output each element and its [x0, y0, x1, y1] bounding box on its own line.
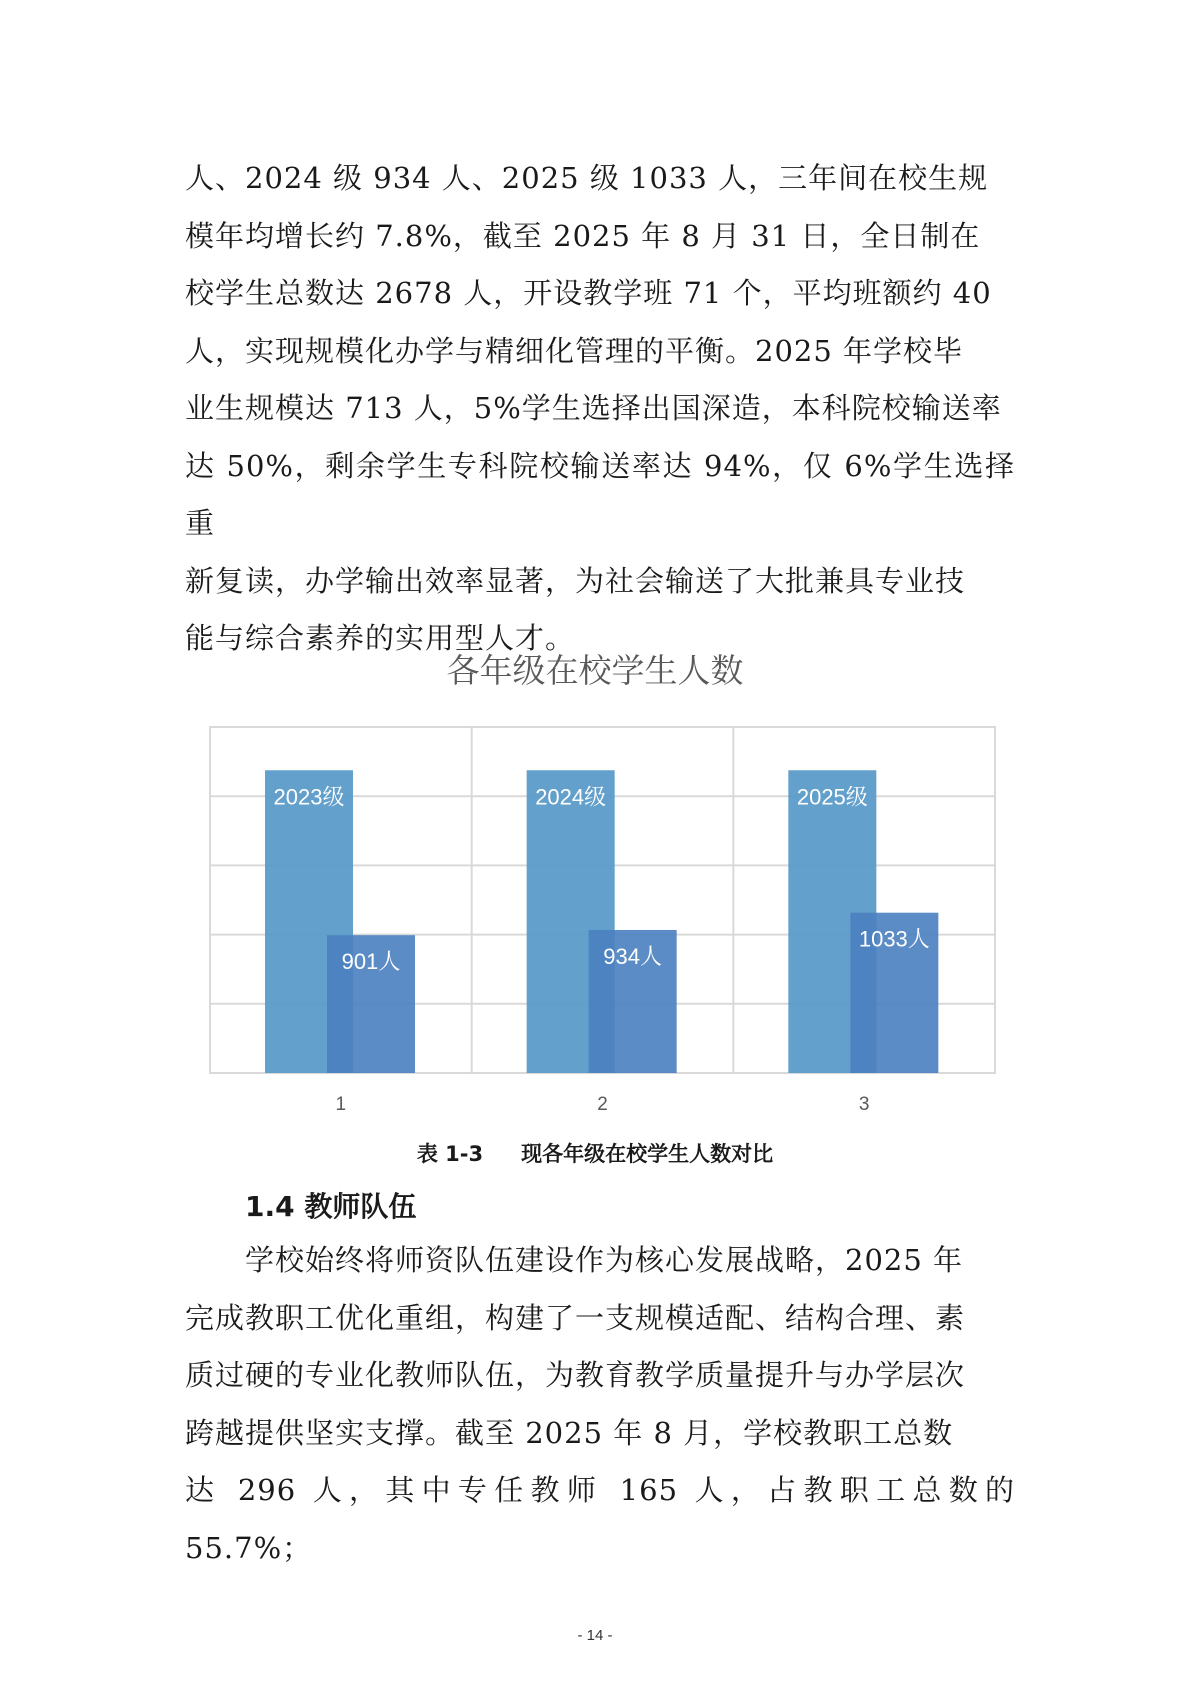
- x-tick-label: 3: [858, 1094, 870, 1115]
- text-line: 达 50%，剩余学生专科院校输送率达 94%，仅 6%学生选择重: [185, 448, 1015, 540]
- text-line: 质过硬的专业化教师队伍，为教育教学质量提升与办学层次: [185, 1358, 966, 1392]
- x-tick-label: 2: [597, 1094, 608, 1115]
- bar-chart: [200, 715, 1000, 1125]
- page-number: - 14 -: [577, 1627, 613, 1644]
- text-line: 人，实现规模化办学与精细化管理的平衡。2025 年学校毕: [185, 333, 964, 368]
- data-label: 934人: [603, 943, 663, 969]
- data-label: 1033人: [858, 926, 930, 952]
- data-label: 2025级: [796, 784, 868, 810]
- data-label: 2023级: [273, 784, 345, 810]
- body-paragraph: [185, 150, 1015, 668]
- text-line: 学校始终将师资队伍建设作为核心发展战略，2025 年: [245, 1243, 964, 1277]
- data-label: 2024级: [535, 784, 607, 810]
- caption-number: 表 1-3: [416, 1142, 484, 1166]
- chart-title: 各年级在校学生人数: [446, 651, 744, 690]
- text-line: 模年均增长约 7.8%，截至 2025 年 8 月 31 日，全日制在: [185, 218, 981, 253]
- text-line: 达 296 人，其中专任教师 165 人，占教职工总数的 55.7%；: [185, 1473, 1015, 1565]
- section-heading: 1.4 教师队伍: [245, 1190, 417, 1223]
- caption-text: 现各年级在校学生人数对比: [521, 1142, 774, 1166]
- text-line: 校学生总数达 2678 人，开设教学班 71 个，平均班额约 40: [185, 276, 992, 310]
- text-line: 能与综合素养的实用型人才。: [185, 621, 576, 655]
- text-line: 人、2024 级 934 人、2025 级 1033 人，三年间在校生规: [185, 161, 989, 195]
- text-line: 跨越提供坚实支撑。截至 2025 年 8 月，学校教职工总数: [185, 1415, 954, 1450]
- text-line: 完成教职工优化重组，构建了一支规模适配、结构合理、素: [185, 1300, 966, 1335]
- text-line: 新复读，办学输出效率显著，为社会输送了大批兼具专业技: [185, 563, 966, 598]
- text-line: 业生规模达 713 人，5%学生选择出国深造，本科院校输送率: [185, 391, 1002, 425]
- table-caption: [0, 1138, 1190, 1168]
- x-tick-label: 1: [335, 1094, 347, 1115]
- body-paragraph: [185, 1232, 1015, 1577]
- data-label: 901人: [341, 949, 401, 975]
